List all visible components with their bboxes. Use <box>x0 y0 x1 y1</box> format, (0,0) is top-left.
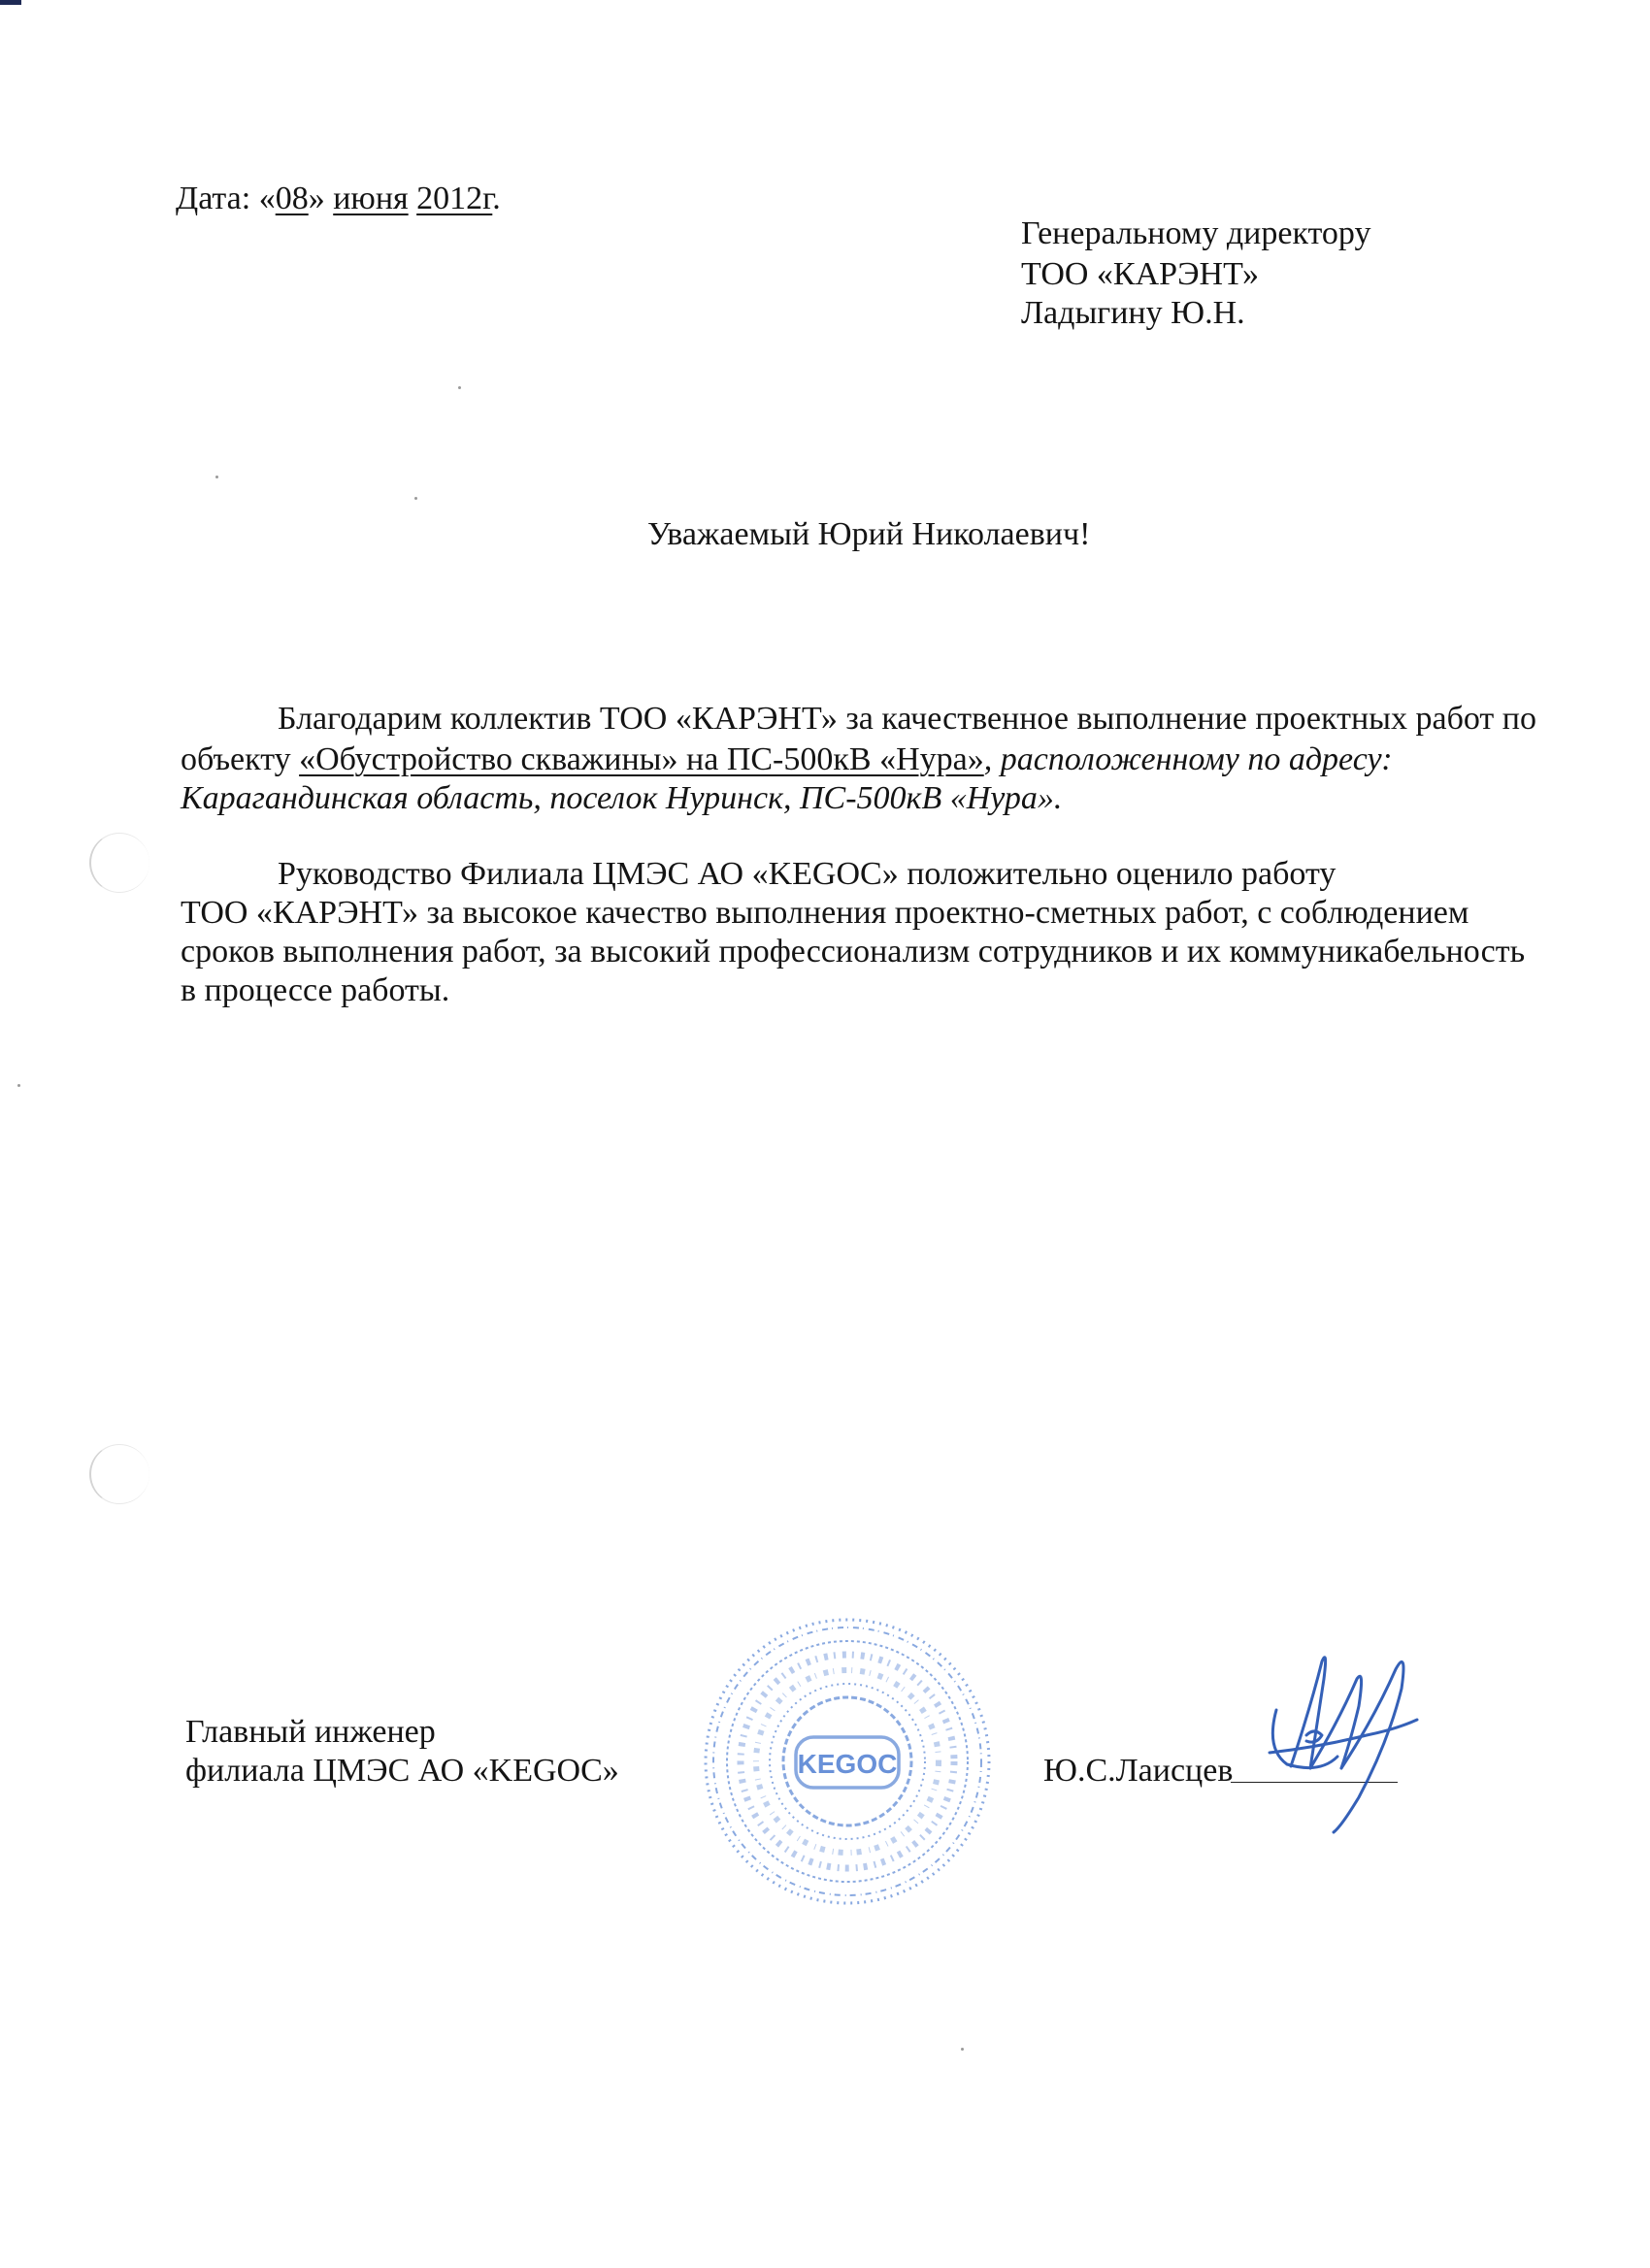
date-suffix: . <box>492 181 501 216</box>
date-year: 2012г <box>416 181 493 216</box>
paragraph1-address-intro: , расположенному по адресу: <box>983 741 1393 777</box>
date-line <box>176 181 501 217</box>
signature <box>1252 1621 1446 1844</box>
signatory-title-line2: филиала ЦМЭС АО «KEGOC» <box>185 1753 619 1789</box>
paragraph2-line1: Руководство Филиала ЦМЭС АО «KEGOC» положительно оценило работу <box>278 856 1336 892</box>
scan-speck <box>458 386 461 389</box>
paragraph1-object-prefix: объекту <box>181 741 300 777</box>
signatory-title-line1: Главный инженер <box>185 1714 436 1750</box>
addressee-line-1: Генеральному директору <box>1021 215 1371 251</box>
punch-hole-bottom <box>89 1444 149 1504</box>
scan-speck <box>961 2048 964 2051</box>
paragraph1-line1: Благодарим коллектив ТОО «КАРЭНТ» за качественное выполнение проектных работ по <box>278 701 1536 737</box>
object-name: «Обустройство скважины» на ПС-500кВ «Нура» <box>299 741 984 777</box>
signatory-name: Ю.С.Лаисцев <box>1043 1753 1234 1789</box>
punch-hole-top <box>89 833 149 893</box>
addressee-line-3: Ладыгину Ю.Н. <box>1021 295 1245 331</box>
stamp-center-text: KEGOC <box>797 1749 898 1779</box>
paragraph1-line2 <box>181 741 1393 778</box>
scan-speck <box>414 497 417 500</box>
scan-corner-mark <box>0 0 21 5</box>
paragraph2-line4: в процессе работы. <box>181 972 450 1008</box>
salutation: Уважаемый Юрий Николаевич! <box>647 516 1091 552</box>
date-sep1: » <box>308 181 334 216</box>
scan-speck <box>17 1084 20 1087</box>
date-prefix: Дата: « <box>176 181 276 216</box>
addressee-line-2: ТОО «КАРЭНТ» <box>1021 256 1259 292</box>
date-sep2 <box>409 181 417 216</box>
date-day: 08 <box>275 181 309 216</box>
scan-speck <box>215 476 218 478</box>
date-month: июня <box>333 181 409 216</box>
paragraph1-line3: Карагандинская область, поселок Нуринск, ПС-500кВ «Нура». <box>181 780 1063 816</box>
paragraph2-line3: сроков выполнения работ, за высокий профессионализм сотрудников и их коммуникабельность <box>181 934 1526 970</box>
stamp-seal <box>697 1611 998 1912</box>
paragraph2-line2: ТОО «КАРЭНТ» за высокое качество выполнения проектно-сметных работ, с соблюдением <box>181 895 1469 931</box>
